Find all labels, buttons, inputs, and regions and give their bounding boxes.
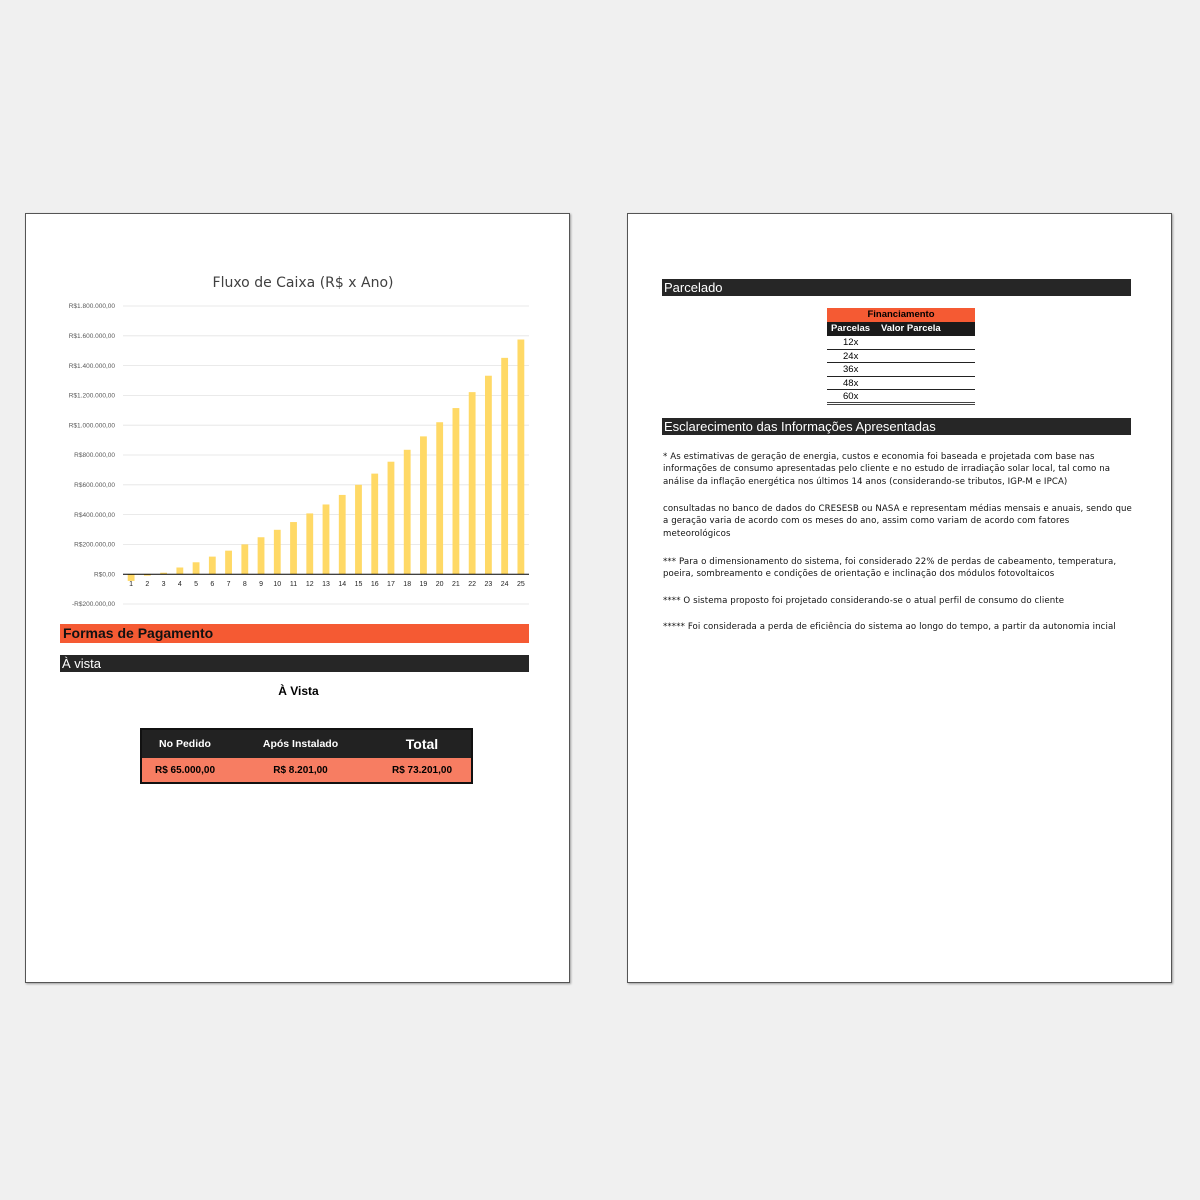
subsection-cash-payment: À vista — [60, 655, 529, 672]
financing-row — [827, 350, 975, 364]
y-tick-label: R$600.000,00 — [74, 482, 115, 489]
header-installments: Parcelas — [831, 323, 871, 334]
bar-year-20 — [436, 422, 443, 574]
bar-year-4 — [176, 567, 183, 574]
page-2 — [627, 213, 1172, 983]
y-tick-label: R$0,00 — [94, 571, 115, 579]
installments-count: 24x — [843, 350, 859, 362]
note-text: consultadas no banco de dados do CRESESB ou NASA e representam médias mensais e anuais, sendo que a geração varia de acordo com os meses do ano, assim como variam de acordo com fatores meteorológicos — [663, 504, 1132, 539]
chart-title: Fluxo de Caixa (R$ x Ano) — [212, 275, 394, 291]
note-text: *** Para o dimensionamento do sistema, foi considerado 22% de perdas de cabeamento, temperatura, poeira, sombreamento e condições de orientação e inclinação dos módulos fotovoltaicos — [663, 557, 1117, 580]
bar-year-17 — [388, 462, 395, 574]
subsection-installments: Parcelado — [662, 279, 1131, 296]
value-after-installation: R$ 8.201,00 — [273, 764, 328, 776]
note-text: **** O sistema proposto foi projetado considerando-se o atual perfil de consumo do cliente — [663, 596, 1065, 606]
financing-row — [827, 336, 975, 350]
x-tick-label: 11 — [289, 581, 298, 589]
bar-year-19 — [420, 436, 427, 574]
x-tick-label: 2 — [145, 581, 150, 589]
bar-year-1 — [128, 574, 135, 581]
y-tick-label: R$200.000,00 — [74, 541, 115, 549]
cash-flow-chart — [26, 214, 571, 614]
x-tick-label: 13 — [322, 581, 330, 589]
page-1 — [25, 213, 570, 983]
x-tick-label: 9 — [259, 581, 263, 589]
bar-year-22 — [469, 392, 476, 574]
bar-year-25 — [517, 340, 524, 575]
y-tick-label: R$1.600.000,00 — [68, 333, 115, 340]
x-tick-label: 16 — [370, 581, 379, 589]
x-tick-label: 12 — [305, 581, 314, 589]
x-tick-label: 8 — [242, 581, 247, 589]
installments-count: 60x — [843, 391, 859, 402]
x-tick-label: 6 — [210, 581, 215, 589]
value-on-order: R$ 65.000,00 — [154, 764, 216, 776]
x-tick-label: 24 — [500, 581, 509, 589]
financing-title: Financiamento — [827, 308, 975, 322]
note-5 — [663, 621, 1133, 633]
bar-year-6 — [209, 557, 216, 575]
note-4 — [663, 595, 1133, 607]
x-tick-label: 14 — [338, 581, 347, 589]
financing-row — [827, 363, 975, 377]
financing-row — [827, 390, 975, 405]
x-tick-label: 15 — [354, 581, 363, 589]
financing-header — [827, 322, 975, 336]
x-tick-label: 17 — [387, 581, 395, 589]
x-tick-label: 22 — [468, 581, 477, 589]
x-tick-label: 25 — [516, 581, 525, 589]
x-tick-label: 4 — [177, 581, 182, 589]
x-tick-label: 3 — [161, 581, 166, 589]
note-text: * As estimativas de geração de energia, custos e economia foi baseada e projetada com base nas informações de consumo apresentadas pelo cliente e no estudo de irradiação solar local, tal como na análise da inflação energética nos últimos 14 anos (considerando-se tributos, IGP-M e IPCA) — [663, 452, 1111, 487]
bar-year-12 — [306, 513, 313, 574]
cash-payment-table — [140, 728, 473, 784]
x-tick-label: 18 — [403, 581, 412, 589]
x-tick-label: 19 — [419, 581, 428, 589]
x-tick-label: 23 — [484, 581, 493, 589]
header-total: Total — [405, 736, 439, 752]
x-tick-label: 7 — [226, 581, 231, 589]
bar-year-13 — [323, 504, 330, 574]
y-tick-label: R$1.200.000,00 — [68, 392, 115, 400]
note-3 — [663, 556, 1133, 581]
financing-table — [827, 308, 975, 405]
bar-year-18 — [404, 450, 411, 574]
bar-year-14 — [339, 495, 346, 574]
y-tick-label: R$1.400.000,00 — [68, 362, 115, 370]
installments-count: 12x — [843, 337, 859, 348]
bar-year-21 — [453, 408, 460, 574]
x-tick-label: 21 — [452, 581, 460, 589]
bar-year-8 — [241, 544, 248, 574]
y-tick-label: R$1.800.000,00 — [68, 303, 115, 311]
bar-year-24 — [501, 358, 508, 574]
bar-year-7 — [225, 551, 232, 575]
bar-year-11 — [290, 522, 297, 574]
header-after-installation: Após Instalado — [262, 738, 339, 750]
x-tick-label: 10 — [273, 581, 282, 589]
bar-year-10 — [274, 530, 281, 574]
value-total: R$ 73.201,00 — [391, 764, 453, 776]
section-information-clarification: Esclarecimento das Informações Apresentadas — [662, 418, 1131, 435]
bar-year-23 — [485, 376, 492, 574]
installments-count: 48x — [843, 377, 859, 389]
bar-year-5 — [193, 562, 200, 574]
header-on-order: No Pedido — [159, 738, 211, 750]
y-tick-label: R$800.000,00 — [74, 452, 115, 460]
y-tick-label: -R$200.000,00 — [71, 601, 115, 609]
x-tick-label: 5 — [194, 581, 199, 589]
y-tick-label: R$400.000,00 — [74, 511, 115, 519]
note-1 — [663, 451, 1133, 488]
bar-year-9 — [258, 537, 265, 574]
payment-table-header — [142, 730, 471, 758]
header-installment-value: Valor Parcela — [881, 323, 941, 334]
y-tick-label: R$1.000.000,00 — [68, 422, 115, 430]
financing-row — [827, 377, 975, 391]
section-payment-methods: Formas de Pagamento — [60, 624, 529, 643]
x-tick-label: 20 — [435, 581, 444, 589]
cash-payment-title: À Vista — [278, 684, 319, 698]
payment-table-row — [142, 758, 471, 782]
bar-year-16 — [371, 474, 378, 575]
note-2 — [663, 503, 1133, 540]
installments-count: 36x — [843, 364, 859, 375]
bar-year-15 — [355, 485, 362, 574]
note-text: ***** Foi considerada a perda de eficiência do sistema ao longo do tempo, a partir da autonomia incial — [663, 622, 1116, 632]
x-tick-label: 1 — [129, 581, 134, 589]
